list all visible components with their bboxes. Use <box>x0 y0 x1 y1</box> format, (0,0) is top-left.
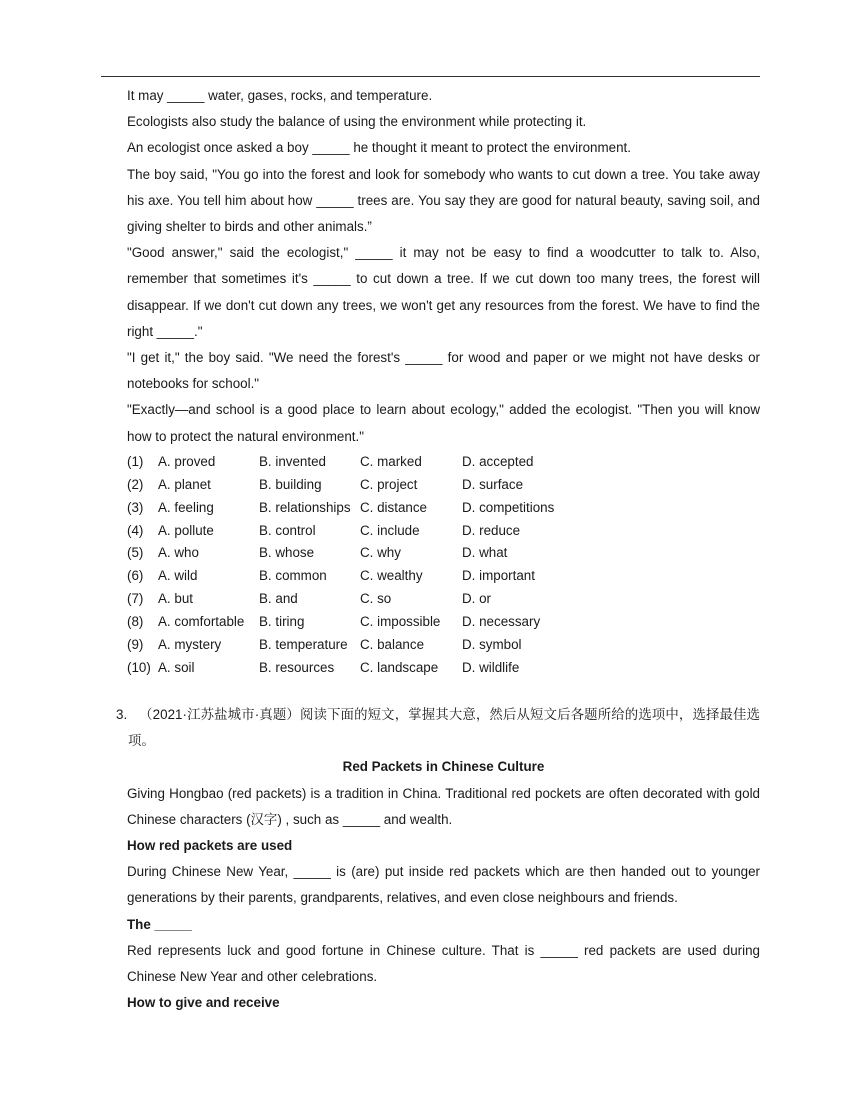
option-a: A. feeling <box>158 499 214 515</box>
option-row <box>127 588 760 611</box>
option-c: C. wealthy <box>360 568 423 584</box>
header-rule <box>101 76 760 77</box>
option-row <box>127 611 760 634</box>
option-a: A. proved <box>158 453 216 469</box>
option-a: A. comfortable <box>158 614 245 630</box>
option-c: C. so <box>360 591 392 607</box>
option-a: A. pollute <box>158 522 214 538</box>
option-b: B. control <box>259 522 316 538</box>
option-c: C. landscape <box>360 659 439 675</box>
question-number: 3. <box>116 707 128 722</box>
option-a: A. who <box>158 545 199 561</box>
option-row <box>127 497 760 520</box>
question-3-passage <box>116 754 760 1016</box>
option-row <box>127 634 760 657</box>
option-b: B. common <box>259 568 327 584</box>
option-d: D. reduce <box>462 522 521 538</box>
option-row <box>127 474 760 497</box>
option-d: D. accepted <box>462 453 534 469</box>
option-a: A. but <box>158 591 193 607</box>
option-c: C. project <box>360 476 418 492</box>
option-c: C. distance <box>360 499 427 515</box>
option-row <box>127 451 760 474</box>
question-3 <box>116 702 760 1016</box>
passage-paragraph: "Good answer," said the ecologist," _____ it may not be easy to find a woodcutter to talk to. Also, remember that sometimes it's _____ to cut down a tree. If we cut down too many trees, the forest will disappear. If we don't cut down any trees, we won't get any resources from the forest. We have to find the right _____." <box>127 245 760 339</box>
passage-paragraph: During Chinese New Year, _____ is (are) put inside red packets which are then handed out to younger generations by their parents, grandparents, relatives, and even close neighbours and friends. <box>127 864 760 906</box>
option-d: D. symbol <box>462 636 522 652</box>
option-b: B. relationships <box>259 499 351 515</box>
option-number: (10) <box>127 659 151 675</box>
option-number: (9) <box>127 636 144 652</box>
section-heading: The _____ <box>127 916 192 932</box>
option-b: B. invented <box>259 453 326 469</box>
option-row <box>127 520 760 543</box>
passage-paragraph: The boy said, "You go into the forest and look for somebody who wants to cut down a tree. You take away his axe. You tell him about how _____ trees are. You say they are good for natural beauty, saving soil, and giving shelter to birds and other animals.” <box>127 166 760 235</box>
passage-paragraph: Red represents luck and good fortune in Chinese culture. That is _____ red packets are used during Chinese New Year and other celebrations. <box>127 942 760 985</box>
option-b: B. resources <box>259 659 335 675</box>
option-d: D. necessary <box>462 614 541 630</box>
option-a: A. planet <box>158 476 211 492</box>
option-number: (4) <box>127 522 144 538</box>
option-a: A. wild <box>158 568 198 584</box>
option-c: C. balance <box>360 636 425 652</box>
instruction-text: （2021·江苏盐城市·真题）阅读下面的短文，掌握其大意，然后从短文后各题所给的选项中，选择最佳选项。 <box>128 707 760 749</box>
option-c: C. marked <box>360 453 422 469</box>
option-d: D. what <box>462 545 508 561</box>
passage-paragraph: Ecologists also study the balance of using the environment while protecting it. <box>127 114 587 130</box>
option-a: A. soil <box>158 659 195 675</box>
option-row <box>127 542 760 565</box>
passage-paragraph: An ecologist once asked a boy _____ he thought it meant to protect the environment. <box>127 140 631 156</box>
option-number: (7) <box>127 591 144 607</box>
option-b: B. tiring <box>259 614 305 630</box>
passage-paragraph: Giving Hongbao (red packets) is a tradition in China. Traditional red pockets are often decorated with gold Chinese characters (汉字) , such as _____ and wealth. <box>127 785 760 827</box>
option-d: D. competitions <box>462 499 555 515</box>
option-a: A. mystery <box>158 636 222 652</box>
option-number: (1) <box>127 453 144 469</box>
option-b: B. whose <box>259 545 315 561</box>
option-b: B. and <box>259 591 298 607</box>
section-heading: How to give and receive <box>127 995 280 1011</box>
option-d: D. wildlife <box>462 659 520 675</box>
option-number: (5) <box>127 545 144 561</box>
passage-title: Red Packets in Chinese Culture <box>342 759 545 775</box>
section-heading: How red packets are used <box>127 838 293 854</box>
question-3-instruction <box>116 702 760 754</box>
passage-paragraph: "I get it," the boy said. "We need the forest's _____ for wood and paper or we might not have desks or notebooks for school." <box>127 350 760 392</box>
option-b: B. temperature <box>259 636 348 652</box>
option-row <box>127 657 760 680</box>
option-number: (6) <box>127 568 144 584</box>
option-number: (2) <box>127 476 144 492</box>
options-table <box>127 451 760 680</box>
option-d: D. surface <box>462 476 524 492</box>
option-c: C. include <box>360 522 420 538</box>
option-row <box>127 565 760 588</box>
option-d: D. or <box>462 591 492 607</box>
passage-paragraph: It may _____ water, gases, rocks, and temperature. <box>127 88 433 103</box>
option-number: (8) <box>127 614 144 630</box>
option-c: C. why <box>360 545 401 561</box>
passage-continued <box>127 83 760 680</box>
option-c: C. impossible <box>360 614 441 630</box>
option-d: D. important <box>462 568 535 584</box>
passage-paragraph: "Exactly—and school is a good place to learn about ecology," added the ecologist. "Then you will know how to protect the natural environment." <box>127 402 760 444</box>
option-b: B. building <box>259 476 322 492</box>
option-number: (3) <box>127 499 144 515</box>
